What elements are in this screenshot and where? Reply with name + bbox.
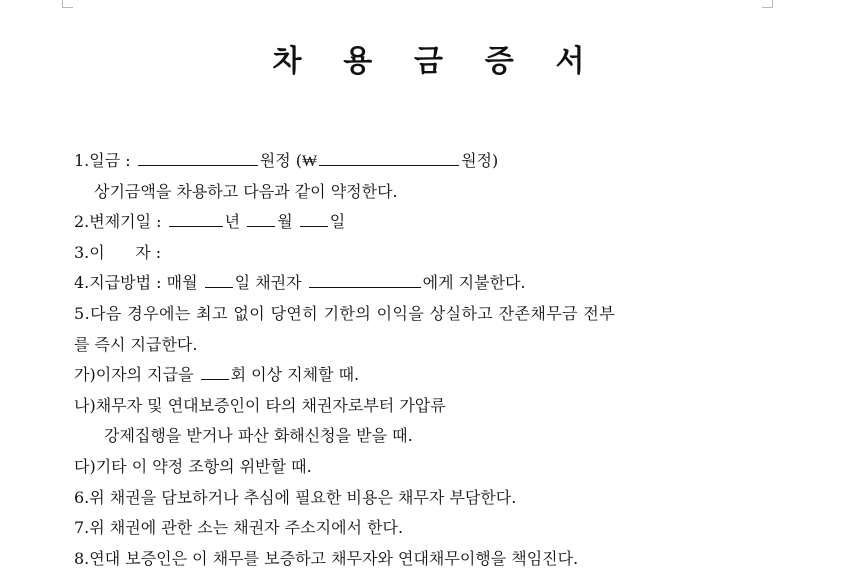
- clause-5-ga-end-text: 회 이상 지체할 때.: [230, 365, 360, 385]
- amount-numeric-blank: [319, 151, 459, 166]
- clause-7: 7.위 채권에 관한 소는 채권자 주소지에서 한다.: [74, 518, 404, 538]
- clause-5-da: 다)기타 이 약정 조항의 위반할 때.: [74, 456, 312, 476]
- amount-korean-blank: [138, 151, 258, 166]
- clause-4-mid-text: 일 채권자: [234, 273, 307, 293]
- clause-6: 6.위 채권을 담보하거나 추심에 필요한 비용은 채무자 부담한다.: [74, 487, 517, 507]
- clause-4: [74, 268, 764, 299]
- clause-5-na-line-2: 강제집행을 받거나 파산 화해신청을 받을 때.: [104, 426, 413, 446]
- document-body: [74, 146, 764, 573]
- clause-8: 8.연대 보증인은 이 채무를 보증하고 채무자와 연대채무이행을 책임진다.: [74, 548, 579, 568]
- page-corner-mark-left: [62, 0, 73, 8]
- clause-5-line-2: 를 즉시 지급한다.: [74, 334, 198, 354]
- clause-4-label: 4.지급방법 : 매월: [74, 273, 203, 293]
- clause-5-line-1: 5.다음 경우에는 최고 없이 당연히 기한의 이익을 상실하고 잔존채무금 전부: [74, 303, 616, 323]
- page-corner-mark-right: [762, 0, 773, 8]
- creditor-blank: [309, 273, 421, 288]
- year-blank: [169, 212, 223, 227]
- clause-2: [74, 207, 764, 238]
- clause-5-na-line-1: 나)채무자 및 연대보증인이 타의 채권자로부터 가압류: [74, 395, 446, 415]
- day-label: 일: [329, 212, 346, 232]
- clause-1: [74, 146, 764, 177]
- clause-1-end-text: 원정): [461, 151, 499, 170]
- day-blank: [300, 212, 328, 227]
- document-title: 차 용 금 증 서: [272, 44, 585, 79]
- month-label: 월: [277, 212, 293, 232]
- clause-1-won-text: 원정 (₩: [259, 151, 318, 170]
- month-blank: [247, 212, 275, 227]
- clause-2-label: 2.변제기일 :: [74, 212, 167, 232]
- clause-1-sub: 상기금액을 차용하고 다음과 같이 약정한다.: [94, 181, 398, 201]
- payment-day-blank: [205, 273, 233, 288]
- clause-5-ga-label: 가)이자의 지급을: [74, 365, 199, 385]
- clause-4-end-text: 에게 지불한다.: [422, 273, 526, 293]
- delay-count-blank: [201, 365, 229, 380]
- clause-1-label: 1.일금 :: [74, 151, 136, 170]
- year-label: 년: [224, 212, 241, 232]
- clause-3: 3.이 자 :: [74, 242, 162, 262]
- clause-5-ga: [74, 360, 764, 391]
